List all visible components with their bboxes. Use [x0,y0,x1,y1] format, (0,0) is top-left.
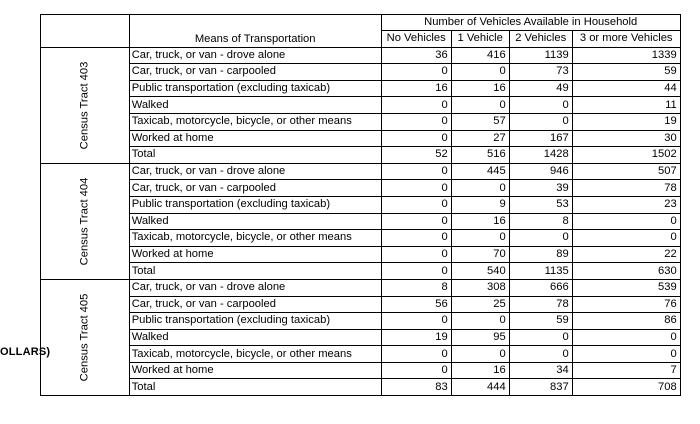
table-row [41,130,681,147]
value-cell: 444 [451,379,509,396]
value-cell: 22 [572,246,680,263]
value-cell: 34 [509,362,572,379]
value-cell: 0 [451,230,509,247]
table-row [41,80,681,97]
value-cell: 83 [381,379,451,396]
value-cell: 0 [381,130,451,147]
value-cell: 0 [451,313,509,330]
mode-cell: Walked [129,213,381,230]
table-row [41,230,681,247]
value-cell: 27 [451,130,509,147]
value-cell: 16 [381,80,451,97]
value-cell: 78 [572,180,680,197]
mode-cell: Car, truck, or van - drove alone [129,47,381,64]
column-header: 1 Vehicle [451,31,509,48]
column-header: No Vehicles [381,31,451,48]
value-cell: 16 [451,213,509,230]
table-row [41,180,681,197]
value-cell: 167 [509,130,572,147]
table-row [41,346,681,363]
table-row [41,97,681,114]
mode-cell: Car, truck, or van - carpooled [129,296,381,313]
value-cell: 0 [381,246,451,263]
value-cell: 9 [451,196,509,213]
mode-cell: Worked at home [129,246,381,263]
group-header: Number of Vehicles Available in Household [381,15,680,31]
value-cell: 57 [451,113,509,130]
value-cell: 0 [451,346,509,363]
total-row [41,263,681,280]
value-cell: 0 [509,230,572,247]
corner-cell [41,15,130,48]
value-cell: 708 [572,379,680,396]
value-cell: 0 [381,362,451,379]
mode-cell: Car, truck, or van - drove alone [129,163,381,180]
value-cell: 23 [572,196,680,213]
value-cell: 1139 [509,47,572,64]
value-cell: 630 [572,263,680,280]
value-cell: 946 [509,163,572,180]
value-cell: 7 [572,362,680,379]
tract-label [41,163,130,279]
value-cell: 0 [381,213,451,230]
value-cell: 52 [381,147,451,164]
mode-cell: Walked [129,329,381,346]
column-header: 2 Vehicles [509,31,572,48]
mode-cell: Taxicab, motorcycle, bicycle, or other means [129,346,381,363]
value-cell: 0 [572,329,680,346]
value-cell: 0 [381,230,451,247]
tract-name: Census Tract 403 [78,61,91,150]
value-cell: 0 [509,113,572,130]
value-cell: 1339 [572,47,680,64]
value-cell: 1428 [509,147,572,164]
column-header: 3 or more Vehicles [572,31,680,48]
mode-cell: Worked at home [129,362,381,379]
mode-cell: Car, truck, or van - carpooled [129,64,381,81]
value-cell: 36 [381,47,451,64]
value-cell: 0 [381,196,451,213]
value-cell: 95 [451,329,509,346]
value-cell: 0 [572,346,680,363]
value-cell: 0 [451,180,509,197]
value-cell: 1502 [572,147,680,164]
means-header: Means of Transportation [129,15,381,48]
table-row [41,246,681,263]
value-cell: 0 [572,213,680,230]
mode-cell: Total [129,147,381,164]
mode-cell: Total [129,379,381,396]
tract-label [41,47,130,163]
mode-cell: Total [129,263,381,280]
mode-cell: Car, truck, or van - carpooled [129,180,381,197]
value-cell: 507 [572,163,680,180]
value-cell: 416 [451,47,509,64]
table-row [41,213,681,230]
table-row [41,279,681,296]
table-row [41,113,681,130]
tract-label [41,279,130,395]
value-cell: 0 [572,230,680,247]
mode-cell: Public transportation (excluding taxicab) [129,80,381,97]
table-row [41,47,681,64]
value-cell: 516 [451,147,509,164]
value-cell: 308 [451,279,509,296]
value-cell: 16 [451,362,509,379]
mode-cell: Taxicab, motorcycle, bicycle, or other means [129,113,381,130]
mode-cell: Public transportation (excluding taxicab) [129,313,381,330]
value-cell: 25 [451,296,509,313]
table-row [41,329,681,346]
value-cell: 0 [381,97,451,114]
table-row [41,362,681,379]
tract-name: Census Tract 404 [78,177,91,266]
value-cell: 666 [509,279,572,296]
value-cell: 56 [381,296,451,313]
cut-off-label: OLLARS) [0,346,51,358]
mode-cell: Public transportation (excluding taxicab) [129,196,381,213]
value-cell: 837 [509,379,572,396]
value-cell: 0 [381,263,451,280]
vehicles-table [40,14,681,396]
value-cell: 30 [572,130,680,147]
value-cell: 86 [572,313,680,330]
table-row [41,313,681,330]
value-cell: 73 [509,64,572,81]
value-cell: 49 [509,80,572,97]
mode-cell: Worked at home [129,130,381,147]
table-row [41,296,681,313]
value-cell: 70 [451,246,509,263]
tract-name: Census Tract 405 [78,293,91,382]
value-cell: 59 [572,64,680,81]
value-cell: 59 [509,313,572,330]
mode-cell: Car, truck, or van - drove alone [129,279,381,296]
value-cell: 0 [381,163,451,180]
value-cell: 78 [509,296,572,313]
value-cell: 0 [381,180,451,197]
value-cell: 76 [572,296,680,313]
value-cell: 0 [509,346,572,363]
value-cell: 16 [451,80,509,97]
value-cell: 0 [381,313,451,330]
value-cell: 0 [381,346,451,363]
total-row [41,147,681,164]
value-cell: 8 [381,279,451,296]
value-cell: 0 [381,64,451,81]
mode-cell: Taxicab, motorcycle, bicycle, or other means [129,230,381,247]
table-row [41,196,681,213]
value-cell: 19 [572,113,680,130]
table-body [41,47,681,395]
value-cell: 8 [509,213,572,230]
mode-cell: Walked [129,97,381,114]
value-cell: 1135 [509,263,572,280]
value-cell: 39 [509,180,572,197]
value-cell: 0 [451,97,509,114]
value-cell: 0 [451,64,509,81]
value-cell: 89 [509,246,572,263]
value-cell: 44 [572,80,680,97]
value-cell: 540 [451,263,509,280]
table-row [41,64,681,81]
value-cell: 445 [451,163,509,180]
value-cell: 0 [509,97,572,114]
total-row [41,379,681,396]
table-row [41,163,681,180]
value-cell: 539 [572,279,680,296]
value-cell: 53 [509,196,572,213]
value-cell: 0 [381,113,451,130]
value-cell: 11 [572,97,680,114]
value-cell: 19 [381,329,451,346]
value-cell: 0 [509,329,572,346]
